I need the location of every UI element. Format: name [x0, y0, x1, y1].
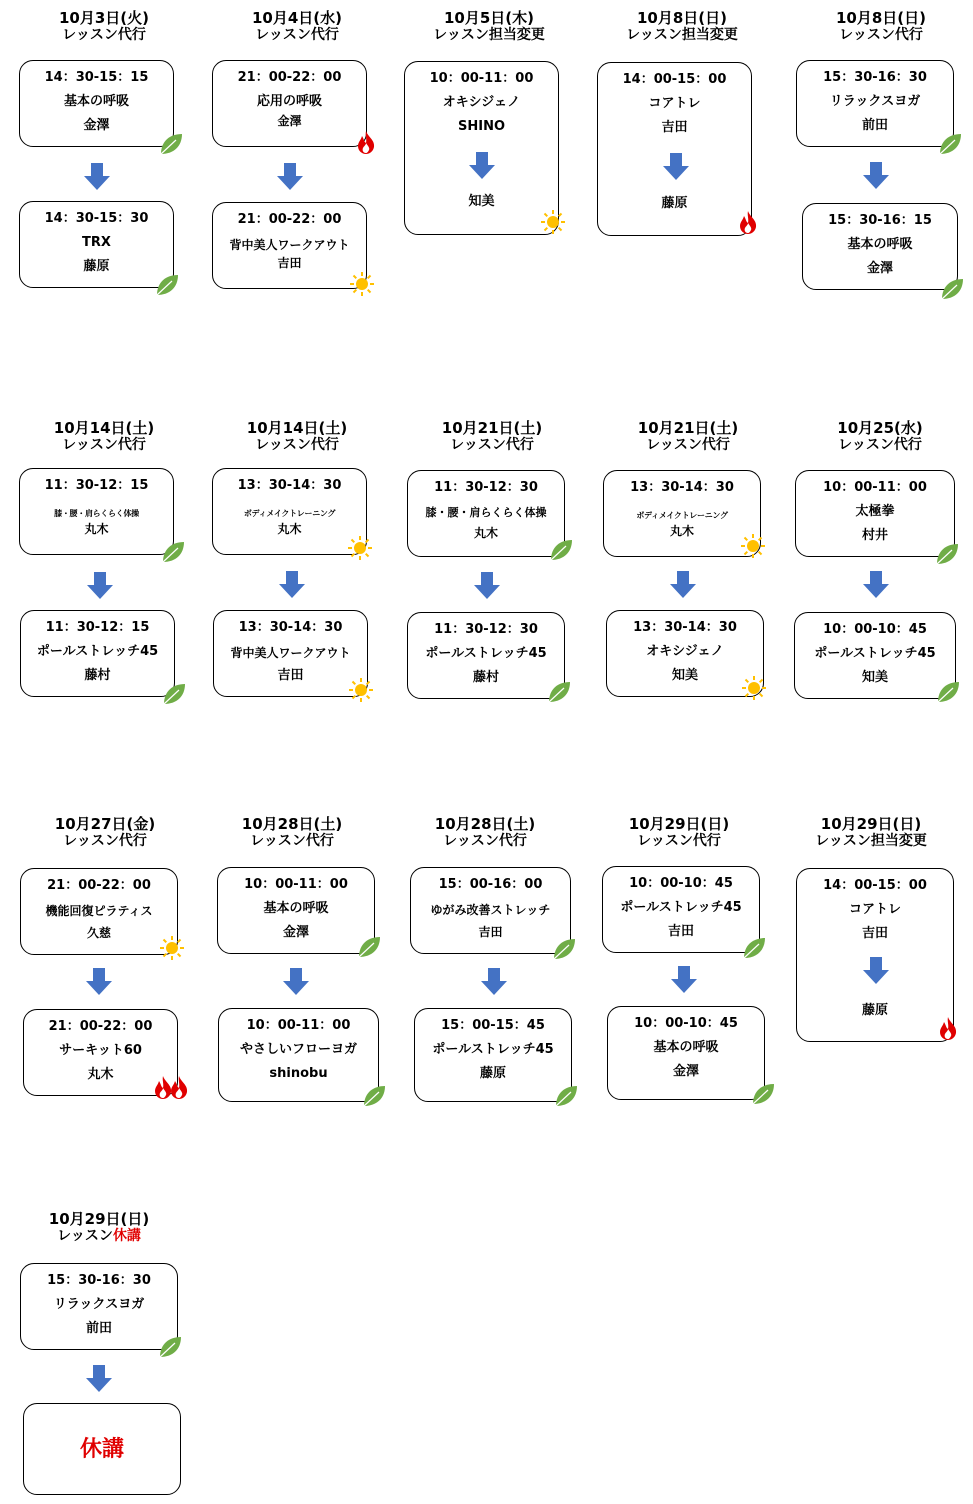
lesson-class: ポールストレッチ45 — [814, 646, 936, 661]
leaf-icon — [935, 679, 961, 705]
card-type: レッスン代行 — [250, 833, 334, 849]
card-date: 10月5日(木) — [443, 9, 535, 27]
card-header — [212, 420, 382, 453]
card-type: レッスン代行 — [450, 437, 534, 453]
lesson-time: 21：00-22：00 — [48, 1019, 153, 1034]
lesson-time: 14：00-15：00 — [823, 878, 927, 893]
lesson-instructor: 丸木 — [473, 526, 498, 540]
lesson-time: 13：30-14：30 — [238, 620, 343, 635]
lesson-time: 11：30-12：30 — [434, 480, 538, 495]
flame-icon — [353, 129, 379, 155]
lesson-time: 15：00-16：00 — [438, 877, 543, 892]
from-instructor: 吉田 — [661, 120, 688, 135]
card-type: レッスン代行 — [646, 437, 730, 453]
sun-icon — [347, 535, 373, 561]
arrow-down-icon — [862, 162, 890, 190]
leaf-icon — [548, 537, 574, 563]
card-header — [14, 1211, 184, 1244]
leaf-icon — [154, 272, 180, 298]
original-lesson-box — [602, 866, 760, 953]
arrow-down-icon — [85, 968, 113, 996]
lesson-time: 10：00-11：00 — [246, 1018, 351, 1033]
lesson-time: 21：00-22：00 — [47, 878, 151, 893]
lesson-instructor: 金澤 — [83, 118, 110, 133]
lesson-class: ポールストレッチ45 — [36, 644, 159, 659]
lesson-class: リラックスヨガ — [829, 94, 921, 109]
lesson-instructor: 前田 — [85, 1321, 112, 1336]
lesson-class: サーキット60 — [59, 1043, 142, 1058]
card-header — [400, 816, 570, 849]
replacement-lesson-box — [212, 202, 367, 289]
lesson-class: ボディメイクトレーニング — [636, 511, 728, 520]
to-instructor: 藤原 — [861, 1003, 888, 1018]
lesson-class: 基本の呼吸 — [653, 1040, 719, 1055]
card-date: 10月29日(日) — [48, 1210, 150, 1228]
arrow-down-icon — [83, 163, 111, 191]
lesson-class: 機能回復ピラティス — [45, 904, 153, 918]
lesson-time: 10：00-11：00 — [429, 71, 534, 86]
lesson-time: 14：30-15：30 — [44, 211, 149, 226]
card-type: レッスン代行 — [63, 833, 147, 849]
arrow-down-icon — [862, 571, 890, 599]
original-lesson-box — [796, 60, 954, 147]
lesson-class: リラックスヨガ — [53, 1297, 145, 1312]
lesson-class: ポールストレッチ45 — [432, 1042, 554, 1057]
card-date: 10月14日(土) — [246, 419, 348, 437]
from-instructor: SHINO — [457, 119, 505, 134]
leaf-icon — [361, 1083, 387, 1109]
sun-icon — [159, 935, 185, 961]
instructor-change-box — [796, 868, 954, 1042]
lesson-instructor: 藤原 — [479, 1066, 506, 1081]
card-date: 10月3日(火) — [58, 9, 150, 27]
card-type: レッスン担当変更 — [626, 27, 738, 43]
arrow-down-icon — [473, 572, 501, 600]
to-instructor: 知美 — [468, 194, 495, 209]
lesson-time: 21：00-22：00 — [237, 70, 342, 85]
replacement-lesson-box — [414, 1008, 572, 1102]
sun-icon — [740, 533, 766, 559]
leaf-icon — [157, 1334, 183, 1360]
sun-icon — [741, 675, 767, 701]
arrow-down-icon — [669, 571, 697, 599]
replacement-lesson-box — [794, 612, 956, 699]
leaf-icon — [158, 131, 184, 157]
card-date: 10月8日(日) — [835, 9, 927, 27]
lesson-instructor: shinobu — [269, 1066, 328, 1081]
arrow-down-icon — [282, 968, 310, 996]
lesson-class: ポールストレッチ45 — [425, 646, 547, 661]
lesson-time: 11：30-12：30 — [434, 622, 538, 637]
lesson-instructor: 吉田 — [667, 924, 694, 939]
card-date: 10月29日(日) — [628, 815, 730, 833]
cancelled-label: 休講 — [79, 1437, 124, 1462]
lesson-instructor: 藤原 — [83, 259, 110, 274]
lesson-instructor: 吉田 — [277, 256, 302, 270]
original-lesson-box — [20, 1263, 178, 1350]
card-type — [14, 1228, 184, 1244]
lesson-instructor: 藤村 — [472, 670, 499, 685]
replacement-lesson-box — [607, 1006, 765, 1100]
lesson-time: 11：30-12：15 — [45, 620, 150, 635]
lesson-time: 14：00-15：00 — [622, 72, 727, 87]
leaf-icon — [553, 1083, 579, 1109]
lesson-instructor: 丸木 — [87, 1067, 114, 1082]
lesson-time: 10：00-11：00 — [244, 877, 348, 892]
lesson-class: コアトレ — [848, 902, 901, 917]
lesson-class: オキシジェノ — [442, 95, 521, 110]
arrow-down-icon — [278, 571, 306, 599]
replacement-lesson-box — [606, 610, 764, 697]
card-date: 10月28日(土) — [434, 815, 536, 833]
leaf-icon — [750, 1081, 776, 1107]
lesson-class: 膝・腰・肩らくらく体操 — [54, 509, 139, 518]
lesson-instructor: 前田 — [861, 118, 888, 133]
lesson-instructor: 知美 — [671, 668, 698, 683]
lesson-time: 15：30-16：30 — [823, 70, 927, 85]
lesson-time: 10：00-10：45 — [634, 1016, 738, 1031]
lesson-time: 14：30-15：15 — [44, 70, 149, 85]
lesson-instructor: 丸木 — [669, 524, 694, 538]
lesson-instructor: 丸木 — [84, 522, 109, 536]
card-header — [404, 10, 574, 43]
card-type: レッスン代行 — [443, 833, 527, 849]
lesson-instructor: 金澤 — [866, 261, 893, 276]
card-header — [796, 10, 966, 43]
lesson-instructor: 吉田 — [277, 668, 304, 683]
card-header — [594, 816, 764, 849]
lesson-time: 13：30-14：30 — [630, 480, 734, 495]
lesson-time: 10：00-10：45 — [629, 876, 733, 891]
card-type: レッスン代行 — [839, 27, 923, 43]
original-lesson-box — [20, 868, 178, 955]
lesson-time: 13：30-14：30 — [633, 620, 737, 635]
lesson-class: ポールストレッチ45 — [620, 900, 742, 915]
replacement-lesson-box — [218, 1008, 379, 1102]
card-header — [795, 420, 965, 453]
replacement-lesson-box — [213, 610, 368, 697]
lesson-instructor: 久慈 — [86, 926, 111, 940]
lesson-class: 応用の呼吸 — [256, 94, 322, 109]
arrow-down-icon — [862, 957, 890, 985]
arrow-down-icon — [276, 163, 304, 191]
lesson-class: オキシジェノ — [646, 644, 724, 659]
instructor-change-box — [404, 61, 559, 235]
lesson-time: 15：30-16：30 — [47, 1273, 151, 1288]
card-date: 10月4日(水) — [251, 9, 343, 27]
sun-icon — [540, 209, 566, 235]
card-type: レッスン代行 — [637, 833, 721, 849]
original-lesson-box — [795, 470, 955, 557]
card-header — [20, 816, 190, 849]
original-lesson-box — [212, 60, 367, 147]
lesson-instructor: 金澤 — [277, 114, 302, 128]
lesson-class: コアトレ — [648, 96, 701, 111]
flame-icon — [152, 1074, 190, 1100]
lesson-time: 15：00-15：45 — [441, 1018, 545, 1033]
card-header — [597, 10, 767, 43]
sun-icon — [349, 271, 375, 297]
instructor-change-box — [597, 62, 752, 236]
lesson-instructor: 丸木 — [277, 522, 302, 536]
card-header — [19, 10, 189, 43]
card-type: レッスン担当変更 — [815, 833, 927, 849]
card-header — [407, 420, 577, 453]
card-date: 10月25(水) — [837, 419, 923, 437]
cancelled-lesson-box — [23, 1403, 181, 1495]
leaf-icon — [161, 681, 187, 707]
lesson-time: 11：30-12：15 — [44, 478, 149, 493]
original-lesson-box — [19, 468, 174, 555]
leaf-icon — [546, 679, 572, 705]
arrow-down-icon — [480, 968, 508, 996]
replacement-lesson-box — [802, 203, 958, 290]
lesson-instructor: 吉田 — [478, 925, 503, 939]
lesson-instructor: 金澤 — [282, 925, 309, 940]
leaf-icon — [939, 276, 965, 302]
card-type: レッスン担当変更 — [433, 27, 545, 43]
card-date: 10月28日(土) — [241, 815, 343, 833]
lesson-class: 基本の呼吸 — [263, 901, 329, 916]
leaf-icon — [160, 539, 186, 565]
lesson-class: TRX — [82, 235, 111, 250]
card-type: レッスン代行 — [62, 27, 146, 43]
card-date: 10月27日(金) — [54, 815, 156, 833]
original-lesson-box — [410, 867, 571, 954]
card-date: 10月29日(日) — [820, 815, 922, 833]
card-date: 10月8日(日) — [636, 9, 728, 27]
from-instructor: 吉田 — [861, 926, 888, 941]
lesson-time: 21：00-22：00 — [237, 212, 342, 227]
lesson-class: 太極拳 — [855, 504, 895, 519]
card-header — [207, 816, 377, 849]
card-type-prefix: レッスン — [57, 1228, 113, 1244]
card-header — [786, 816, 956, 849]
original-lesson-box — [603, 470, 761, 557]
leaf-icon — [934, 541, 960, 567]
sun-icon — [348, 677, 374, 703]
replacement-lesson-box — [20, 610, 175, 697]
card-type: レッスン代行 — [255, 27, 339, 43]
original-lesson-box — [217, 867, 375, 954]
leaf-icon — [356, 934, 382, 960]
leaf-icon — [551, 936, 577, 962]
to-instructor: 藤原 — [661, 196, 688, 211]
replacement-lesson-box — [407, 612, 565, 699]
lesson-class: 膝・腰・肩らくらく体操 — [425, 506, 547, 519]
lesson-class: 基本の呼吸 — [63, 94, 129, 109]
lesson-time: 13：30-14：30 — [237, 478, 342, 493]
original-lesson-box — [212, 468, 367, 555]
lesson-time: 15：30-16：15 — [828, 213, 932, 228]
card-header — [19, 420, 189, 453]
card-date: 10月14日(土) — [53, 419, 155, 437]
lesson-class: ゆがみ改善ストレッチ — [430, 903, 551, 917]
lesson-time: 10：00-11：00 — [823, 480, 927, 495]
lesson-instructor: 村井 — [861, 528, 888, 543]
replacement-lesson-box — [23, 1009, 178, 1096]
lesson-class: ボディメイクトレーニング — [243, 509, 336, 518]
arrow-down-icon — [662, 153, 690, 181]
lesson-class: 基本の呼吸 — [847, 237, 913, 252]
arrow-down-icon — [468, 152, 496, 180]
arrow-down-icon — [85, 1365, 113, 1393]
original-lesson-box — [407, 470, 565, 557]
card-type-highlight: 休講 — [112, 1228, 141, 1244]
lesson-instructor: 藤村 — [84, 668, 111, 683]
original-lesson-box — [19, 60, 174, 147]
card-date: 10月21日(土) — [441, 419, 543, 437]
card-header — [212, 10, 382, 43]
lesson-instructor: 知美 — [861, 670, 888, 685]
lesson-class: 背中美人ワークアウト — [230, 646, 351, 660]
card-date: 10月21日(土) — [637, 419, 739, 437]
card-type: レッスン代行 — [255, 437, 339, 453]
flame-icon — [935, 1015, 961, 1041]
card-type: レッスン代行 — [62, 437, 146, 453]
lesson-class: やさしいフローヨガ — [239, 1042, 357, 1057]
arrow-down-icon — [86, 572, 114, 600]
arrow-down-icon — [670, 966, 698, 994]
card-type: レッスン代行 — [838, 437, 922, 453]
card-header — [603, 420, 773, 453]
lesson-time: 10：00-10：45 — [823, 622, 927, 637]
lesson-instructor: 金澤 — [672, 1064, 699, 1079]
lesson-class: 背中美人ワークアウト — [229, 238, 350, 252]
flame-icon — [735, 209, 761, 235]
leaf-icon — [741, 935, 767, 961]
leaf-icon — [937, 131, 963, 157]
replacement-lesson-box — [19, 201, 174, 288]
